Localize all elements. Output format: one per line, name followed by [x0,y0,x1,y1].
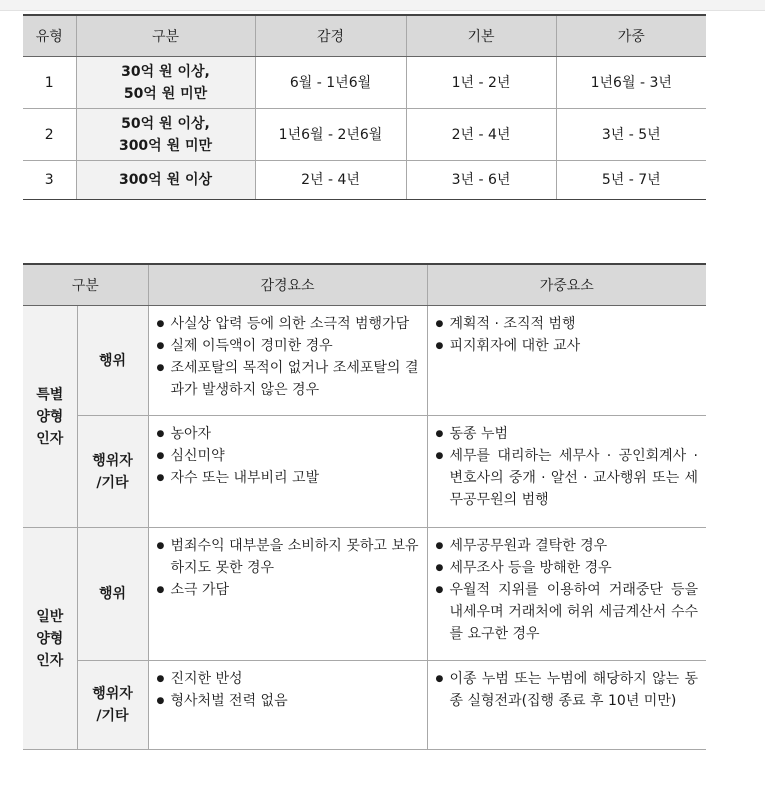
aggravating-factors-cell [427,416,706,528]
list-item: ● 자수 또는 내부비리 고발 [157,467,419,489]
aggravated-cell: 5년 - 7년 [556,161,706,200]
table-row [23,306,706,416]
list-item: ● 범죄수익 대부분을 소비하지 못하고 보유하지도 못한 경우 [157,535,419,579]
aggravating-factors-cell [427,306,706,416]
sentencing-range-table [23,14,706,200]
list-item: ● 세무공무원과 결탁한 경우 [436,535,699,557]
reduced-cell: 6월 - 1년6월 [255,57,406,109]
header-type: 유형 [23,15,76,57]
list-item: ● 심신미약 [157,445,419,467]
list-item: ● 농아자 [157,423,419,445]
reducing-factors-cell [148,528,427,661]
sub-label-actor: 행위자 /기타 [77,661,148,750]
reducing-factors-cell [148,661,427,750]
table-row [23,161,706,200]
list-item: ● 세무를 대리하는 세무사 · 공인회계사 · 변호사의 중개 · 알선 · 교사행위 또는 세무공무원의 범행 [436,445,699,511]
basic-cell: 3년 - 6년 [406,161,556,200]
basic-cell: 2년 - 4년 [406,109,556,161]
sub-label-act: 행위 [77,528,148,661]
header-category: 구분 [23,264,148,306]
header-reducing-factors: 감경요소 [148,264,427,306]
group-label-general: 일반 양형 인자 [23,528,77,750]
list-item: ● 동종 누범 [436,423,699,445]
header-category: 구분 [76,15,255,57]
list-item: ● 실제 이득액이 경미한 경우 [157,335,419,357]
list-item: ● 진지한 반성 [157,668,419,690]
reduced-cell: 1년6월 - 2년6월 [255,109,406,161]
list-item: ● 조세포탈의 목적이 없거나 조세포탈의 결과가 발생하지 않은 경우 [157,357,419,401]
aggravating-factors-cell [427,528,706,661]
category-cell: 50억 원 이상, 300억 원 미만 [76,109,255,161]
list-item: ● 이종 누범 또는 누범에 해당하지 않는 동종 실형전과(집행 종료 후 10년 미만) [436,668,699,712]
table-row [23,661,706,750]
reduced-cell: 2년 - 4년 [255,161,406,200]
header-aggravated: 가중 [556,15,706,57]
table-header-row [23,264,706,306]
sub-label-actor: 행위자 /기타 [77,416,148,528]
category-cell: 300억 원 이상 [76,161,255,200]
header-basic: 기본 [406,15,556,57]
sentencing-factors-table [23,263,706,750]
type-cell: 1 [23,57,76,109]
list-item: ● 사실상 압력 등에 의한 소극적 범행가담 [157,313,419,335]
list-item: ● 피지휘자에 대한 교사 [436,335,699,357]
list-item: ● 세무조사 등을 방해한 경우 [436,557,699,579]
table-row [23,57,706,109]
table-row [23,416,706,528]
reducing-factors-cell [148,416,427,528]
group-label-special: 특별 양형 인자 [23,306,77,528]
basic-cell: 1년 - 2년 [406,57,556,109]
type-cell: 3 [23,161,76,200]
table-row [23,528,706,661]
category-cell: 30억 원 이상, 50억 원 미만 [76,57,255,109]
type-cell: 2 [23,109,76,161]
header-aggravating-factors: 가중요소 [427,264,706,306]
window-top-bar [0,0,765,11]
aggravated-cell: 1년6월 - 3년 [556,57,706,109]
list-item: ● 소극 가담 [157,579,419,601]
sub-label-act: 행위 [77,306,148,416]
table-row [23,109,706,161]
aggravated-cell: 3년 - 5년 [556,109,706,161]
list-item: ● 형사처벌 전력 없음 [157,690,419,712]
list-item: ● 우월적 지위를 이용하여 거래중단 등을 내세우며 거래처에 허위 세금계산서 수수를 요구한 경우 [436,579,699,645]
list-item: ● 계획적 · 조직적 범행 [436,313,699,335]
aggravating-factors-cell [427,661,706,750]
header-reduced: 감경 [255,15,406,57]
reducing-factors-cell [148,306,427,416]
table-header-row [23,15,706,57]
